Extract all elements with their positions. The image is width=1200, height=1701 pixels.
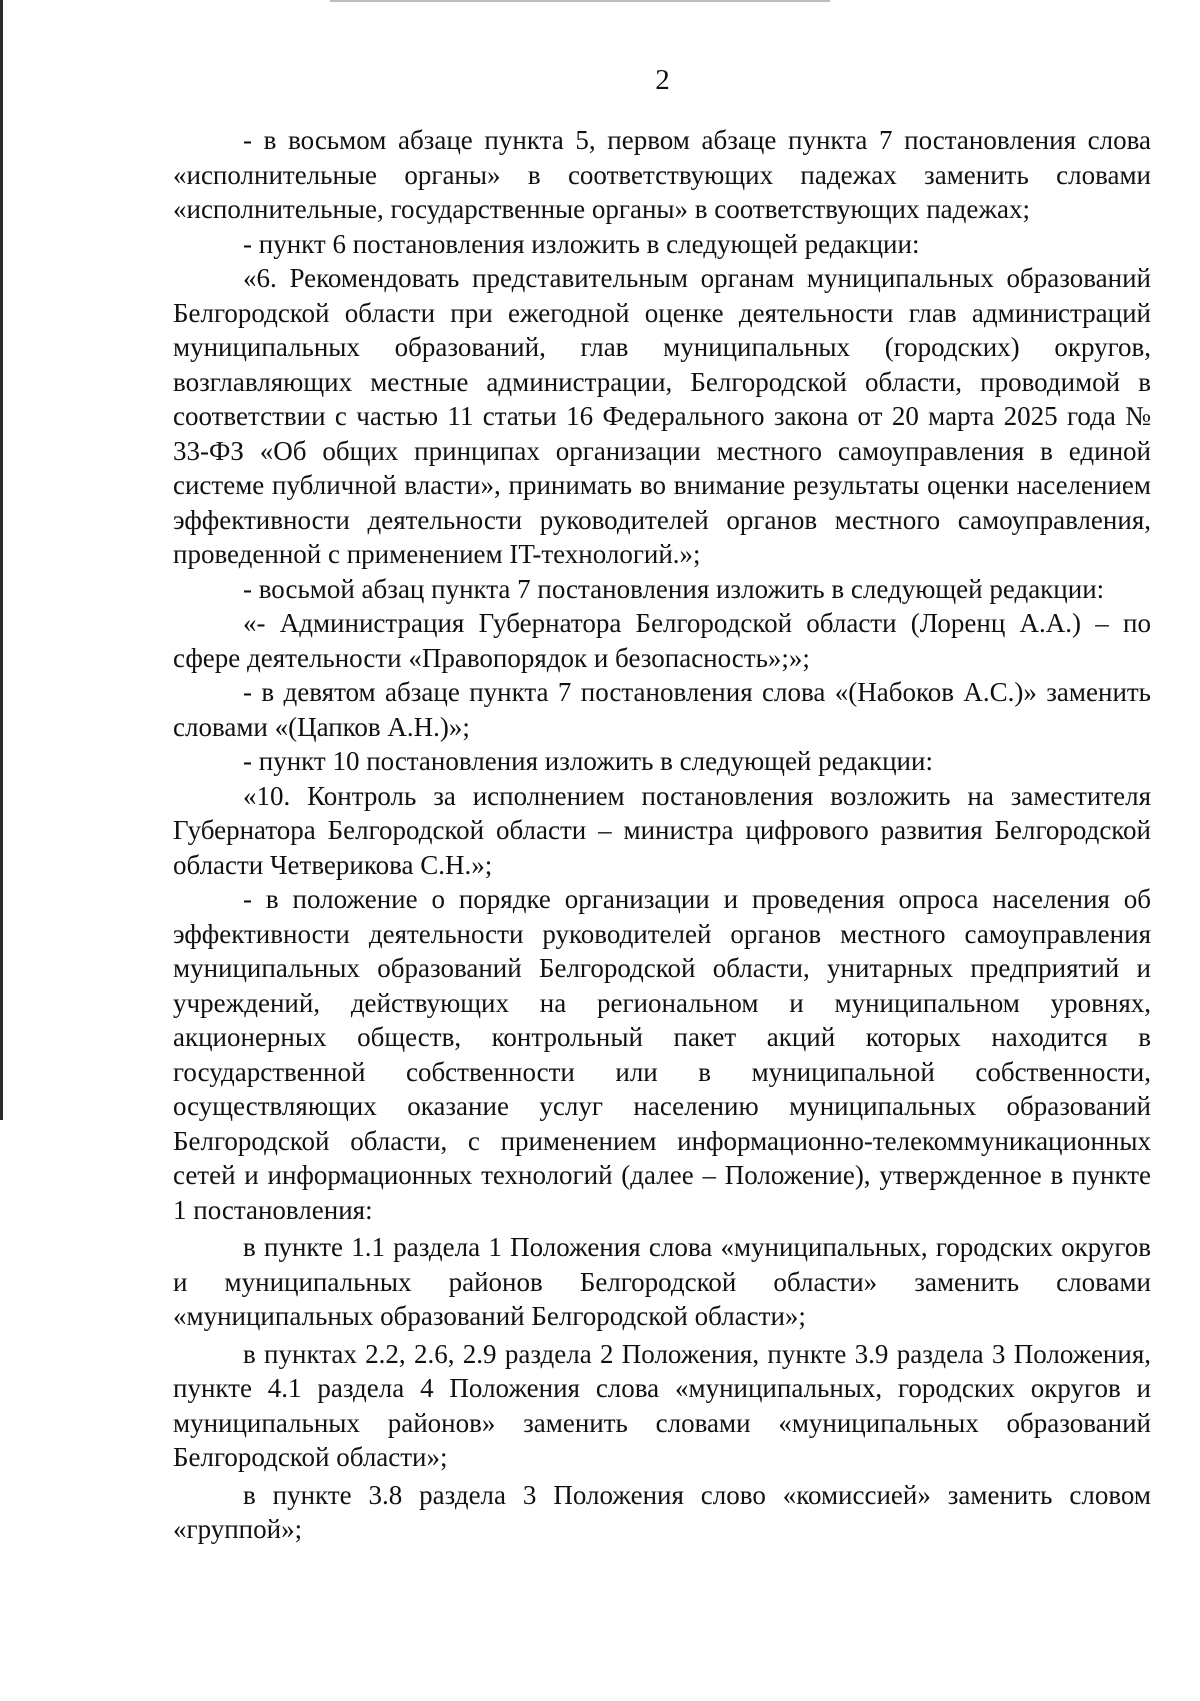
paragraph-7: - пункт 10 постановления изложить в следующей редакции: (243, 746, 933, 776)
paragraph-9: - в положение о порядке организации и проведения опроса населения об эффективности деятельности руководителей органов местного самоуправления муниципальных образований Белгородской области, унитарных предприятий и учреждений, действующих на региональном и муниципальном уровнях, акционерных обществ, контрольный пакет акций которых находится в государственной собственности или в муниципальной собственности, осуществляющих оказание услуг населению муниципальных образований Белгородской области, с применением информационно-телекоммуникационных сетей и информационных технологий (далее – Положение), утвержденное в пункте 1 постановления: (173, 884, 1151, 1225)
paragraph-5: «- Администрация Губернатора Белгородской области (Лоренц А.А.) – по сфере деятельности «Правопорядок и безопасность»;»; (173, 608, 1151, 673)
page-number: 2 (655, 64, 670, 96)
paragraph-12: в пункте 3.8 раздела 3 Положения слово «комиссией» заменить словом «группой»; (173, 1479, 1151, 1544)
paragraph-8: «10. Контроль за исполнением постановления возложить на заместителя Губернатора Белгородской области – министра цифрового развития Белгородской области Четверикова С.Н.»; (173, 780, 1151, 880)
paragraph-4: - восьмой абзац пункта 7 постановления изложить в следующей редакции: (243, 573, 1105, 604)
paragraph-2: - пункт 6 постановления изложить в следующей редакции: (243, 228, 920, 259)
paragraph-6: - в девятом абзаце пункта 7 постановления слова «(Набоков А.С.)» заменить словами «(Цапков А.Н.)»; (173, 677, 1151, 742)
document-body (173, 123, 1151, 1547)
scan-edge-top (330, 0, 830, 2)
scan-edge-left (0, 0, 3, 1120)
paragraph-10: в пункте 1.1 раздела 1 Положения слова «муниципальных, городских округов и муниципальных районов Белгородской области» заменить словами «муниципальных образований Белгородской области»; (173, 1232, 1151, 1331)
paragraph-11: в пунктах 2.2, 2.6, 2.9 раздела 2 Положения, пункте 3.9 раздела 3 Положения, пункте 4.1 раздела 4 Положения слова «муниципальных, городских округов и муниципальных районов» заменить словами «муниципальных образований Белгородской области»; (173, 1338, 1151, 1472)
paragraph-1: - в восьмом абзаце пункта 5, первом абзаце пункта 7 постановления слова «исполнительные органы» в соответствующих падежах заменить словами «исполнительные, государственные органы» в соответствующих падежах; (173, 125, 1151, 224)
paragraph-3: «6. Рекомендовать представительным органам муниципальных образований Белгородской области при ежегодной оценке деятельности глав администраций муниципальных образований, глав муниципальных (городских) округов, возглавляющих местные администрации, Белгородской области, проводимой в соответствии с частью 11 статьи 16 Федерального закона от 20 марта 2025 года № 33-ФЗ «Об общих принципах организации местного самоуправления в единой системе публичной власти», принимать во внимание результаты оценки населением эффективности деятельности руководителей органов местного самоуправления, проведенной с применением IT-технологий.»; (173, 263, 1151, 569)
